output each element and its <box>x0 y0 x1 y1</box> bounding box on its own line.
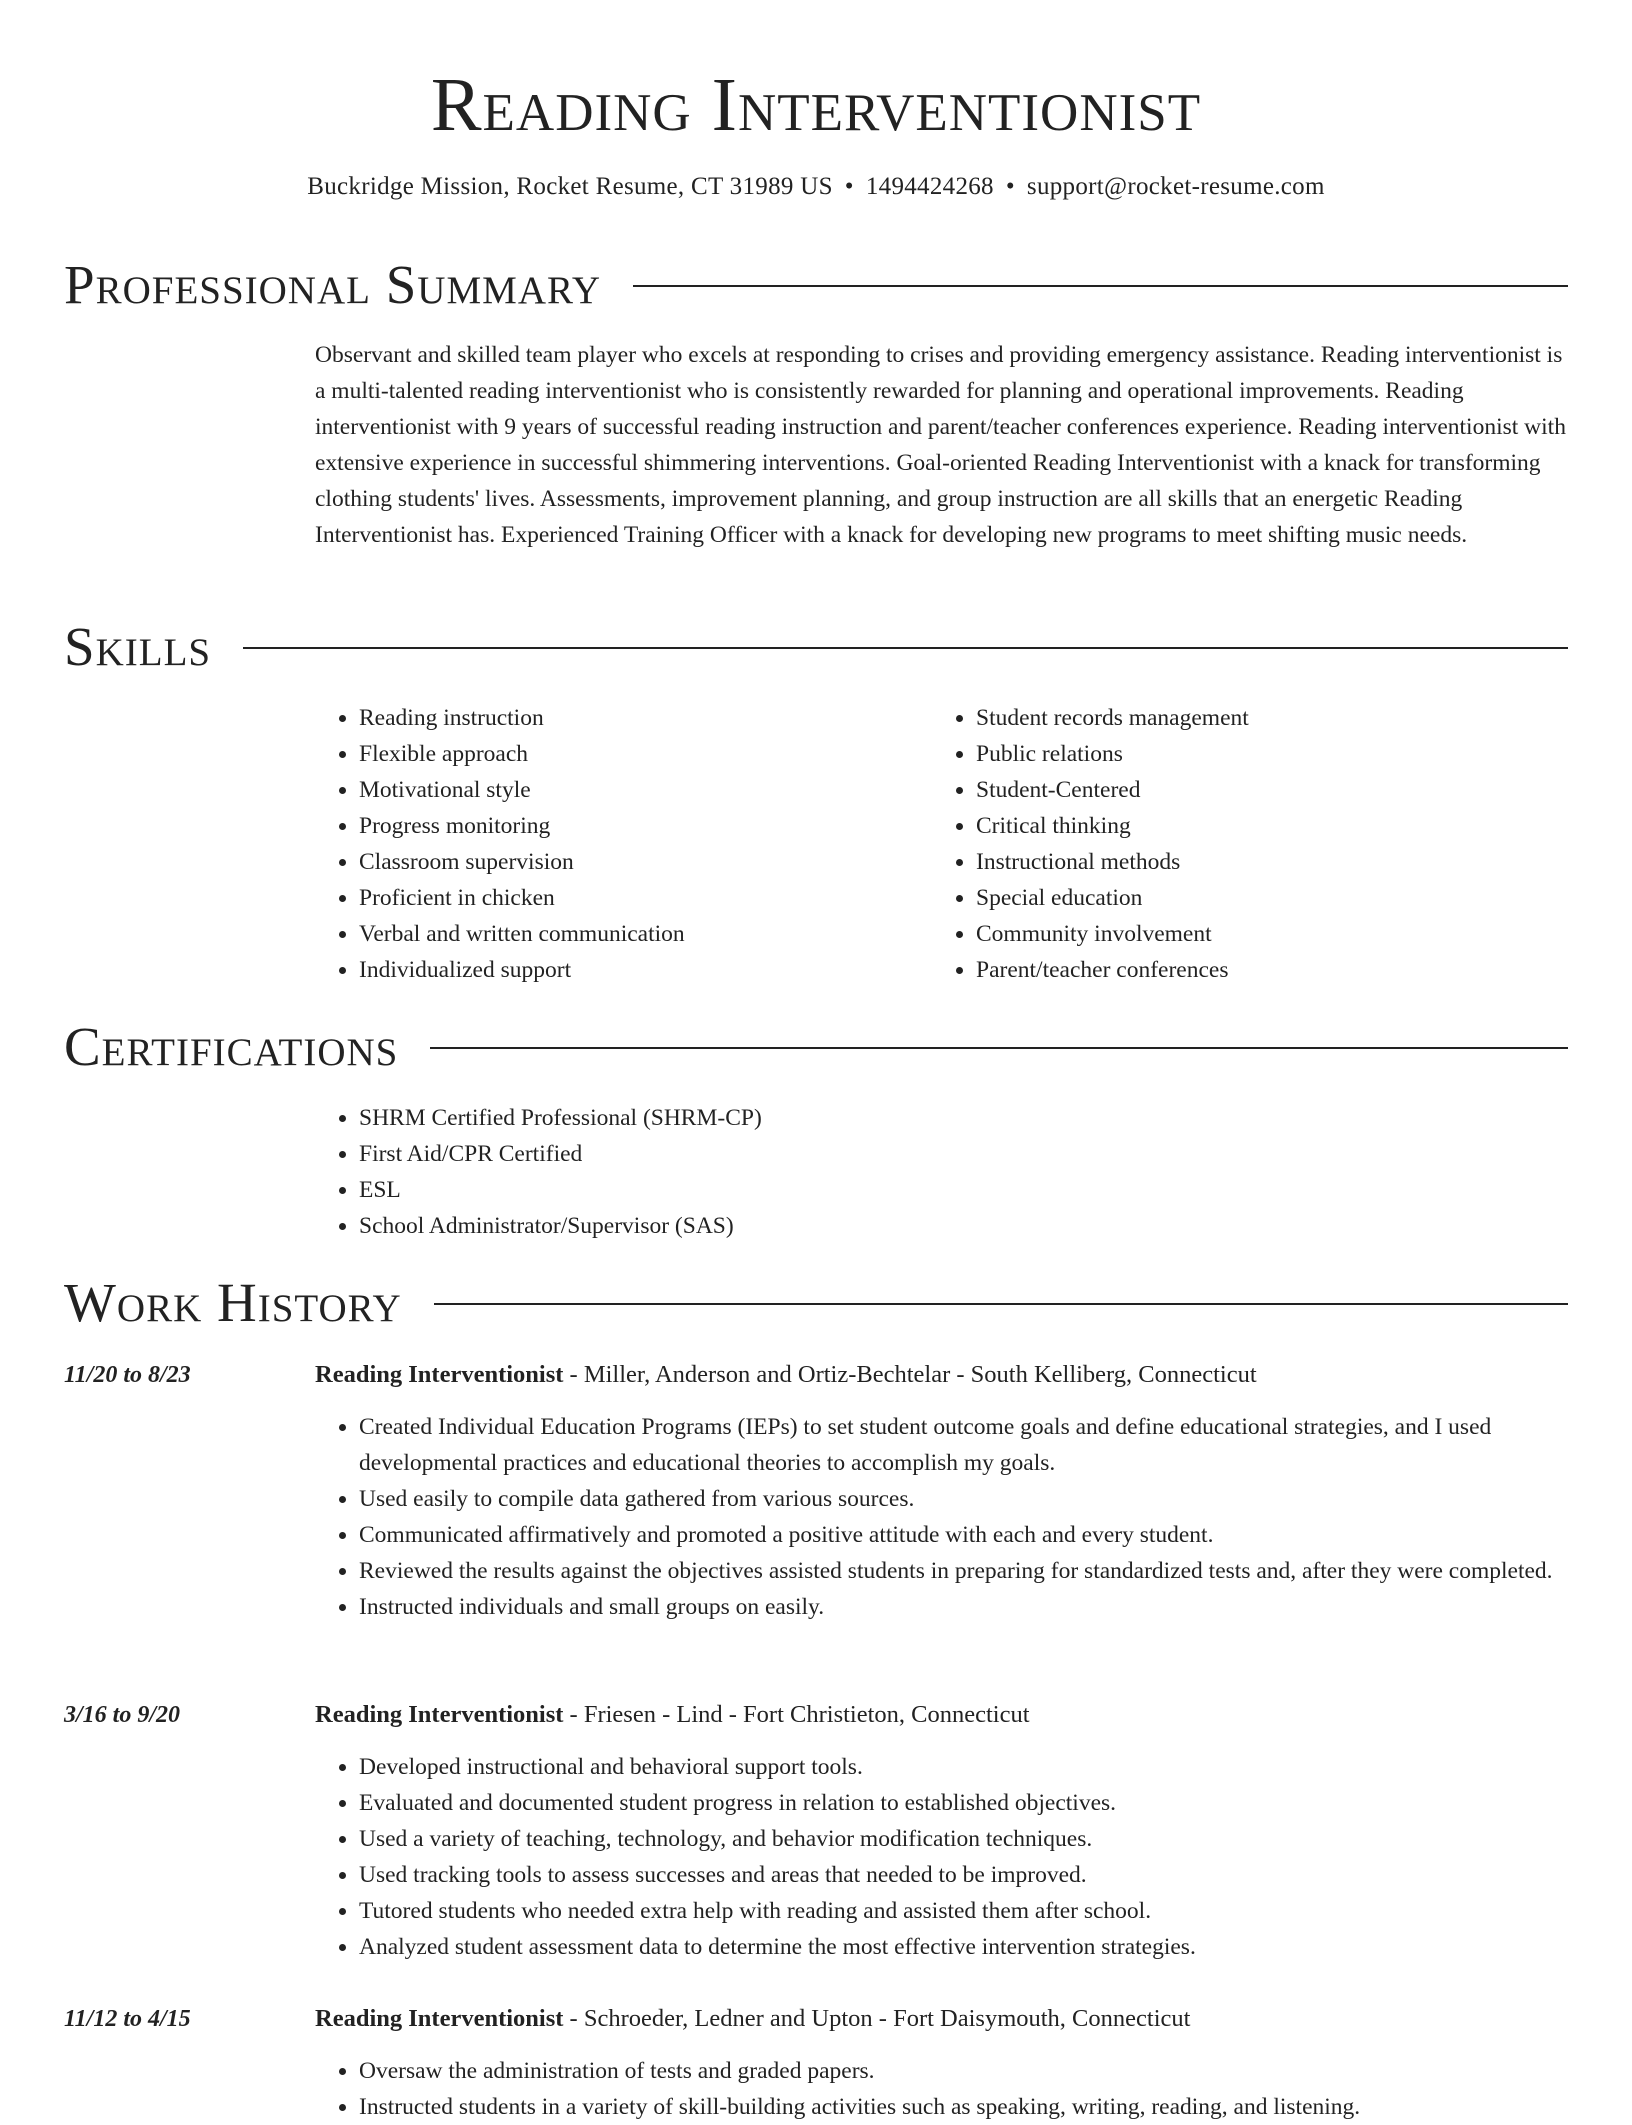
section-divider <box>430 1047 1568 1049</box>
skill-item: • Community involvement <box>976 916 1549 952</box>
contact-phone: 1494424268 <box>865 173 994 200</box>
certification-item: • School Administrator/Supervisor (SAS) <box>359 1208 1568 1244</box>
job-bullet: • Reviewed the results against the objectives assisted students in preparing for standardized tests and, after they were completed. <box>359 1553 1568 1589</box>
job-heading <box>315 2001 1568 2037</box>
resume-page <box>64 0 1568 2120</box>
job-employer: - Schroeder, Ledner and Upton - Fort Daisymouth, Connecticut <box>563 2005 1191 2032</box>
skill-item: • Instructional methods <box>976 844 1549 880</box>
work-history-section-header <box>64 1271 1568 1335</box>
job-entry <box>315 1357 1568 1625</box>
job-bullet: • Instructed individuals and small groups on easily. <box>359 1589 1568 1625</box>
job-title: Reading Interventionist <box>315 1701 564 1728</box>
skill-item: • Individualized support <box>359 952 932 988</box>
certifications-block <box>315 1100 1568 1244</box>
certifications-list <box>315 1100 1568 1244</box>
skills-section-header <box>64 615 1568 679</box>
candidate-name: Reading Interventionist <box>430 63 1202 147</box>
job-bullet: • Evaluated and documented student progress in relation to established objectives. <box>359 1785 1568 1821</box>
skill-item: • Parent/teacher conferences <box>976 952 1549 988</box>
skill-item: • Verbal and written communication <box>359 916 932 952</box>
contact-address: Buckridge Mission, Rocket Resume, CT 31989 US <box>307 173 833 200</box>
skill-item: • Classroom supervision <box>359 844 932 880</box>
skill-item: • Critical thinking <box>976 808 1549 844</box>
job-bullet: • Oversaw the administration of tests and graded papers. <box>359 2053 1568 2089</box>
certifications-heading: Certifications <box>64 1016 399 1077</box>
job-bullets <box>315 1749 1568 1965</box>
work-history-heading: Work History <box>64 1272 402 1333</box>
job-entry <box>315 1697 1568 1965</box>
skill-item: • Progress monitoring <box>359 808 932 844</box>
job-bullet: • Analyzed student assessment data to determine the most effective intervention strategies. <box>359 1929 1568 1965</box>
skill-item: • Proficient in chicken <box>359 880 932 916</box>
job-title: Reading Interventionist <box>315 1361 564 1388</box>
skill-item: • Public relations <box>976 736 1549 772</box>
skills-list-right <box>932 700 1549 988</box>
job-bullet: • Used a variety of teaching, technology, and behavior modification techniques. <box>359 1821 1568 1857</box>
certification-item: • ESL <box>359 1172 1568 1208</box>
certification-item: • SHRM Certified Professional (SHRM-CP) <box>359 1100 1568 1136</box>
job-entry <box>315 2001 1568 2125</box>
section-divider <box>434 1303 1568 1305</box>
skill-item: • Motivational style <box>359 772 932 808</box>
job-dates: 11/12 to 4/15 <box>64 2006 191 2032</box>
job-bullet: • Instructed students in a variety of skill-building activities such as speaking, writing, reading, and listening. <box>359 2089 1568 2125</box>
summary-section-header <box>64 253 1568 317</box>
summary-block <box>315 337 1568 553</box>
skills-list-left <box>315 700 932 988</box>
job-title: Reading Interventionist <box>315 2005 564 2032</box>
skill-item: • Special education <box>976 880 1549 916</box>
summary-heading: Professional Summary <box>64 254 602 315</box>
job-bullet: • Developed instructional and behavioral support tools. <box>359 1749 1568 1785</box>
job-bullets <box>315 1409 1568 1625</box>
contact-separator: • <box>1005 173 1015 200</box>
job-employer: - Friesen - Lind - Fort Christieton, Connecticut <box>563 1701 1030 1728</box>
job-bullet: • Tutored students who needed extra help with reading and assisted them after school. <box>359 1893 1568 1929</box>
skill-item: • Student-Centered <box>976 772 1549 808</box>
job-bullet: • Communicated affirmatively and promoted a positive attitude with each and every student. <box>359 1517 1568 1553</box>
certifications-section-header <box>64 1015 1568 1079</box>
contact-line <box>64 170 1568 204</box>
job-employer: - Miller, Anderson and Ortiz-Bechtelar - South Kelliberg, Connecticut <box>563 1361 1257 1388</box>
contact-email: support@rocket-resume.com <box>1026 173 1325 200</box>
skill-item: • Reading instruction <box>359 700 932 736</box>
job-bullet: • Created Individual Education Programs (IEPs) to set student outcome goals and define educational strategies, and I used developmental practices and educational theories to accomplish my goals. <box>359 1409 1568 1481</box>
job-dates: 11/20 to 8/23 <box>64 1362 191 1388</box>
skill-item: • Flexible approach <box>359 736 932 772</box>
job-bullets <box>315 2053 1568 2125</box>
summary-text: Observant and skilled team player who excels at responding to crises and providing emergency assistance. Reading interventionist is a multi-talented reading interventionist who is consistently rewarded for planning and operational improvements. Reading interventionist with 9 years of successful reading instruction and parent/teacher conferences experience. Reading interventionist with extensive experience in successful shimmering interventions. Goal-oriented Reading Interventionist with a knack for transforming clothing students' lives. Assessments, improvement planning, and group instruction are all skills that an energetic Reading Interventionist has. Experienced Training Officer with a knack for developing new programs to meet shifting music needs. <box>315 342 1566 548</box>
job-bullet: • Used tracking tools to assess successes and areas that needed to be improved. <box>359 1857 1568 1893</box>
skill-item: • Student records management <box>976 700 1549 736</box>
skills-heading: Skills <box>64 616 212 677</box>
contact-separator: • <box>844 173 854 200</box>
skills-block <box>315 700 1568 988</box>
job-heading <box>315 1357 1568 1393</box>
section-divider <box>633 285 1568 287</box>
job-heading <box>315 1697 1568 1733</box>
job-dates: 3/16 to 9/20 <box>64 1702 181 1728</box>
job-bullet: • Used easily to compile data gathered from various sources. <box>359 1481 1568 1517</box>
certification-item: • First Aid/CPR Certified <box>359 1136 1568 1172</box>
section-divider <box>243 647 1568 649</box>
